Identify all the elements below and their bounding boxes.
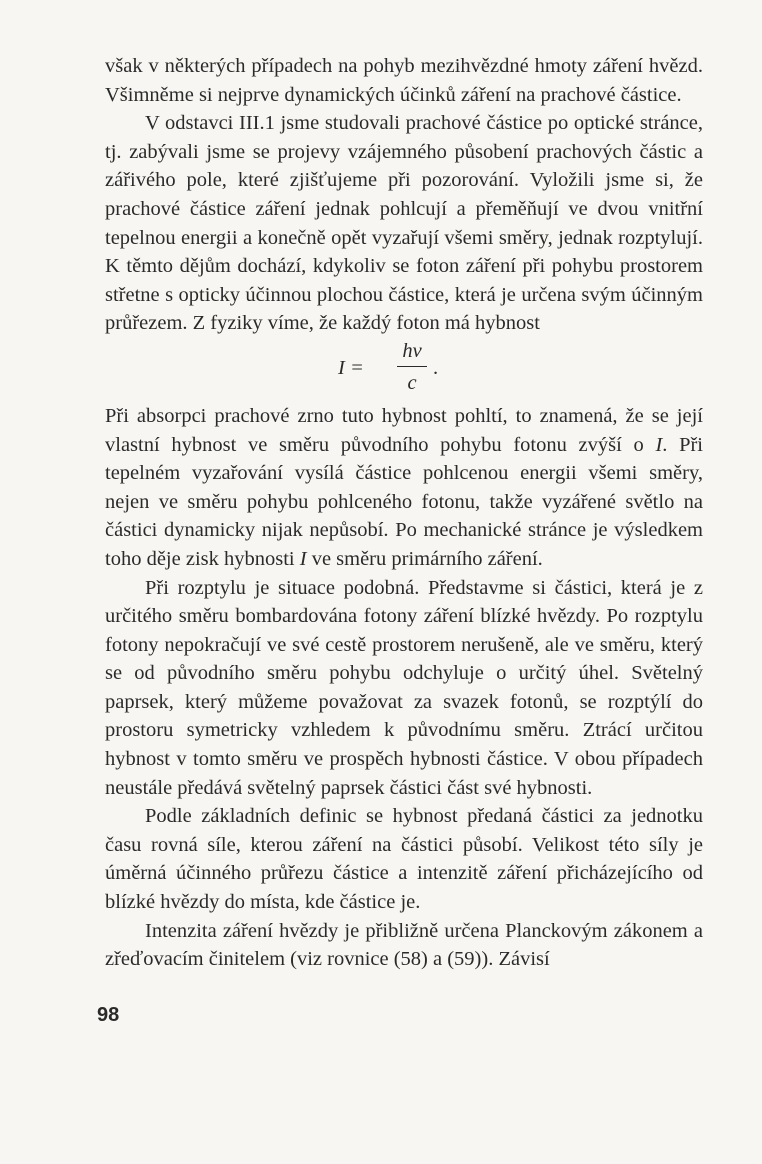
paragraph-force: Podle základních definic se hybnost předaná částici za jednotku času rovná síle, kterou záření na částici působí. Velikost této síly je úměrná účinného průřezu částice a intenzitě záření přicházejícího od blízké hvězdy do místa, kde částice je. [105,805,703,914]
formula-lhs: I = [338,356,364,379]
fraction-bar [397,366,427,367]
paragraph-absorption [105,402,703,574]
paragraph-continuation: však v některých případech na pohyb mezihvězdné hmoty záření hvězd. Všimněme si nejprve dynamických účinků záření na prachové částice. [105,55,703,106]
paragraph-intensity: Intenzita záření hvězdy je přibližně určena Planckovým zákonem a zřeďovacím činitelem (viz rovnice (58) a (59)). Závisí [105,919,703,971]
body-text [105,52,703,974]
formula-terminator: . [433,356,439,379]
page-number: 98 [97,1004,120,1026]
absorption-text-a: Při absorpci prachové zrno tuto hybnost pohltí, to znamená, že se její vlastní hybnost ve směru původního pohybu fotonu zvýší o [105,404,703,456]
formula-numerator: hν [402,339,422,362]
absorption-text-c: ve směru primárního záření. [311,547,543,570]
absorption-text-b: . Při tepelném vyzařování vysílá částice pohlcenou energii všemi směry, nejen ve směru pohybu pohlceného fotonu, takže vyzářené světlo na částici dynamicky nijak nepůsobí. Po mechanické stránce je výsledkem toho děje zisk hybnosti [105,433,703,570]
paragraph-optical: V odstavci III.1 jsme studovali prachové částice po optické stránce, tj. zabývali jsme se projevy vzájemného působení prachových částic a zářivého pole, které zjišťujeme při pozorování. Vyložili jsme si, že prachové částice záření jednak pohlcují a přeměňují ve dvou vnitřní tepelnou energii a konečně opět vyzařují všemi směry, jednak rozptylují. K těmto dějům dochází, kdykoliv se foton záření při pohybu prostorem střetne s opticky účinnou plochou částice, která je určena svým účinným průřezem. Z fyziky víme, že každý foton má hybnost [105,112,703,335]
formula-denominator: c [407,371,417,394]
paragraph-scattering: Při rozptylu je situace podobná. Představme si částici, která je z určitého směru bombardována fotony záření blízké hvězdy. Po rozptylu fotony nepokračují ve své cestě prostorem nerušeně, ale ve směru, který se od původního směru pohybu odchyluje o určitý úhel. Světelný paprsek, který můžeme považovat za svazek fotonů, se rozptýlí do prostoru symetricky vzhledem k původnímu směru. Ztrácí určitou hybnost v tomto směru ve prospěch hybnosti částice. V obou případech neustále předává světelný paprsek částici část své hybnosti. [105,576,703,799]
momentum-formula [105,340,703,400]
absorption-var-i-2: I [299,547,307,570]
formula-fraction [395,338,429,397]
absorption-var-i: I [655,433,663,456]
